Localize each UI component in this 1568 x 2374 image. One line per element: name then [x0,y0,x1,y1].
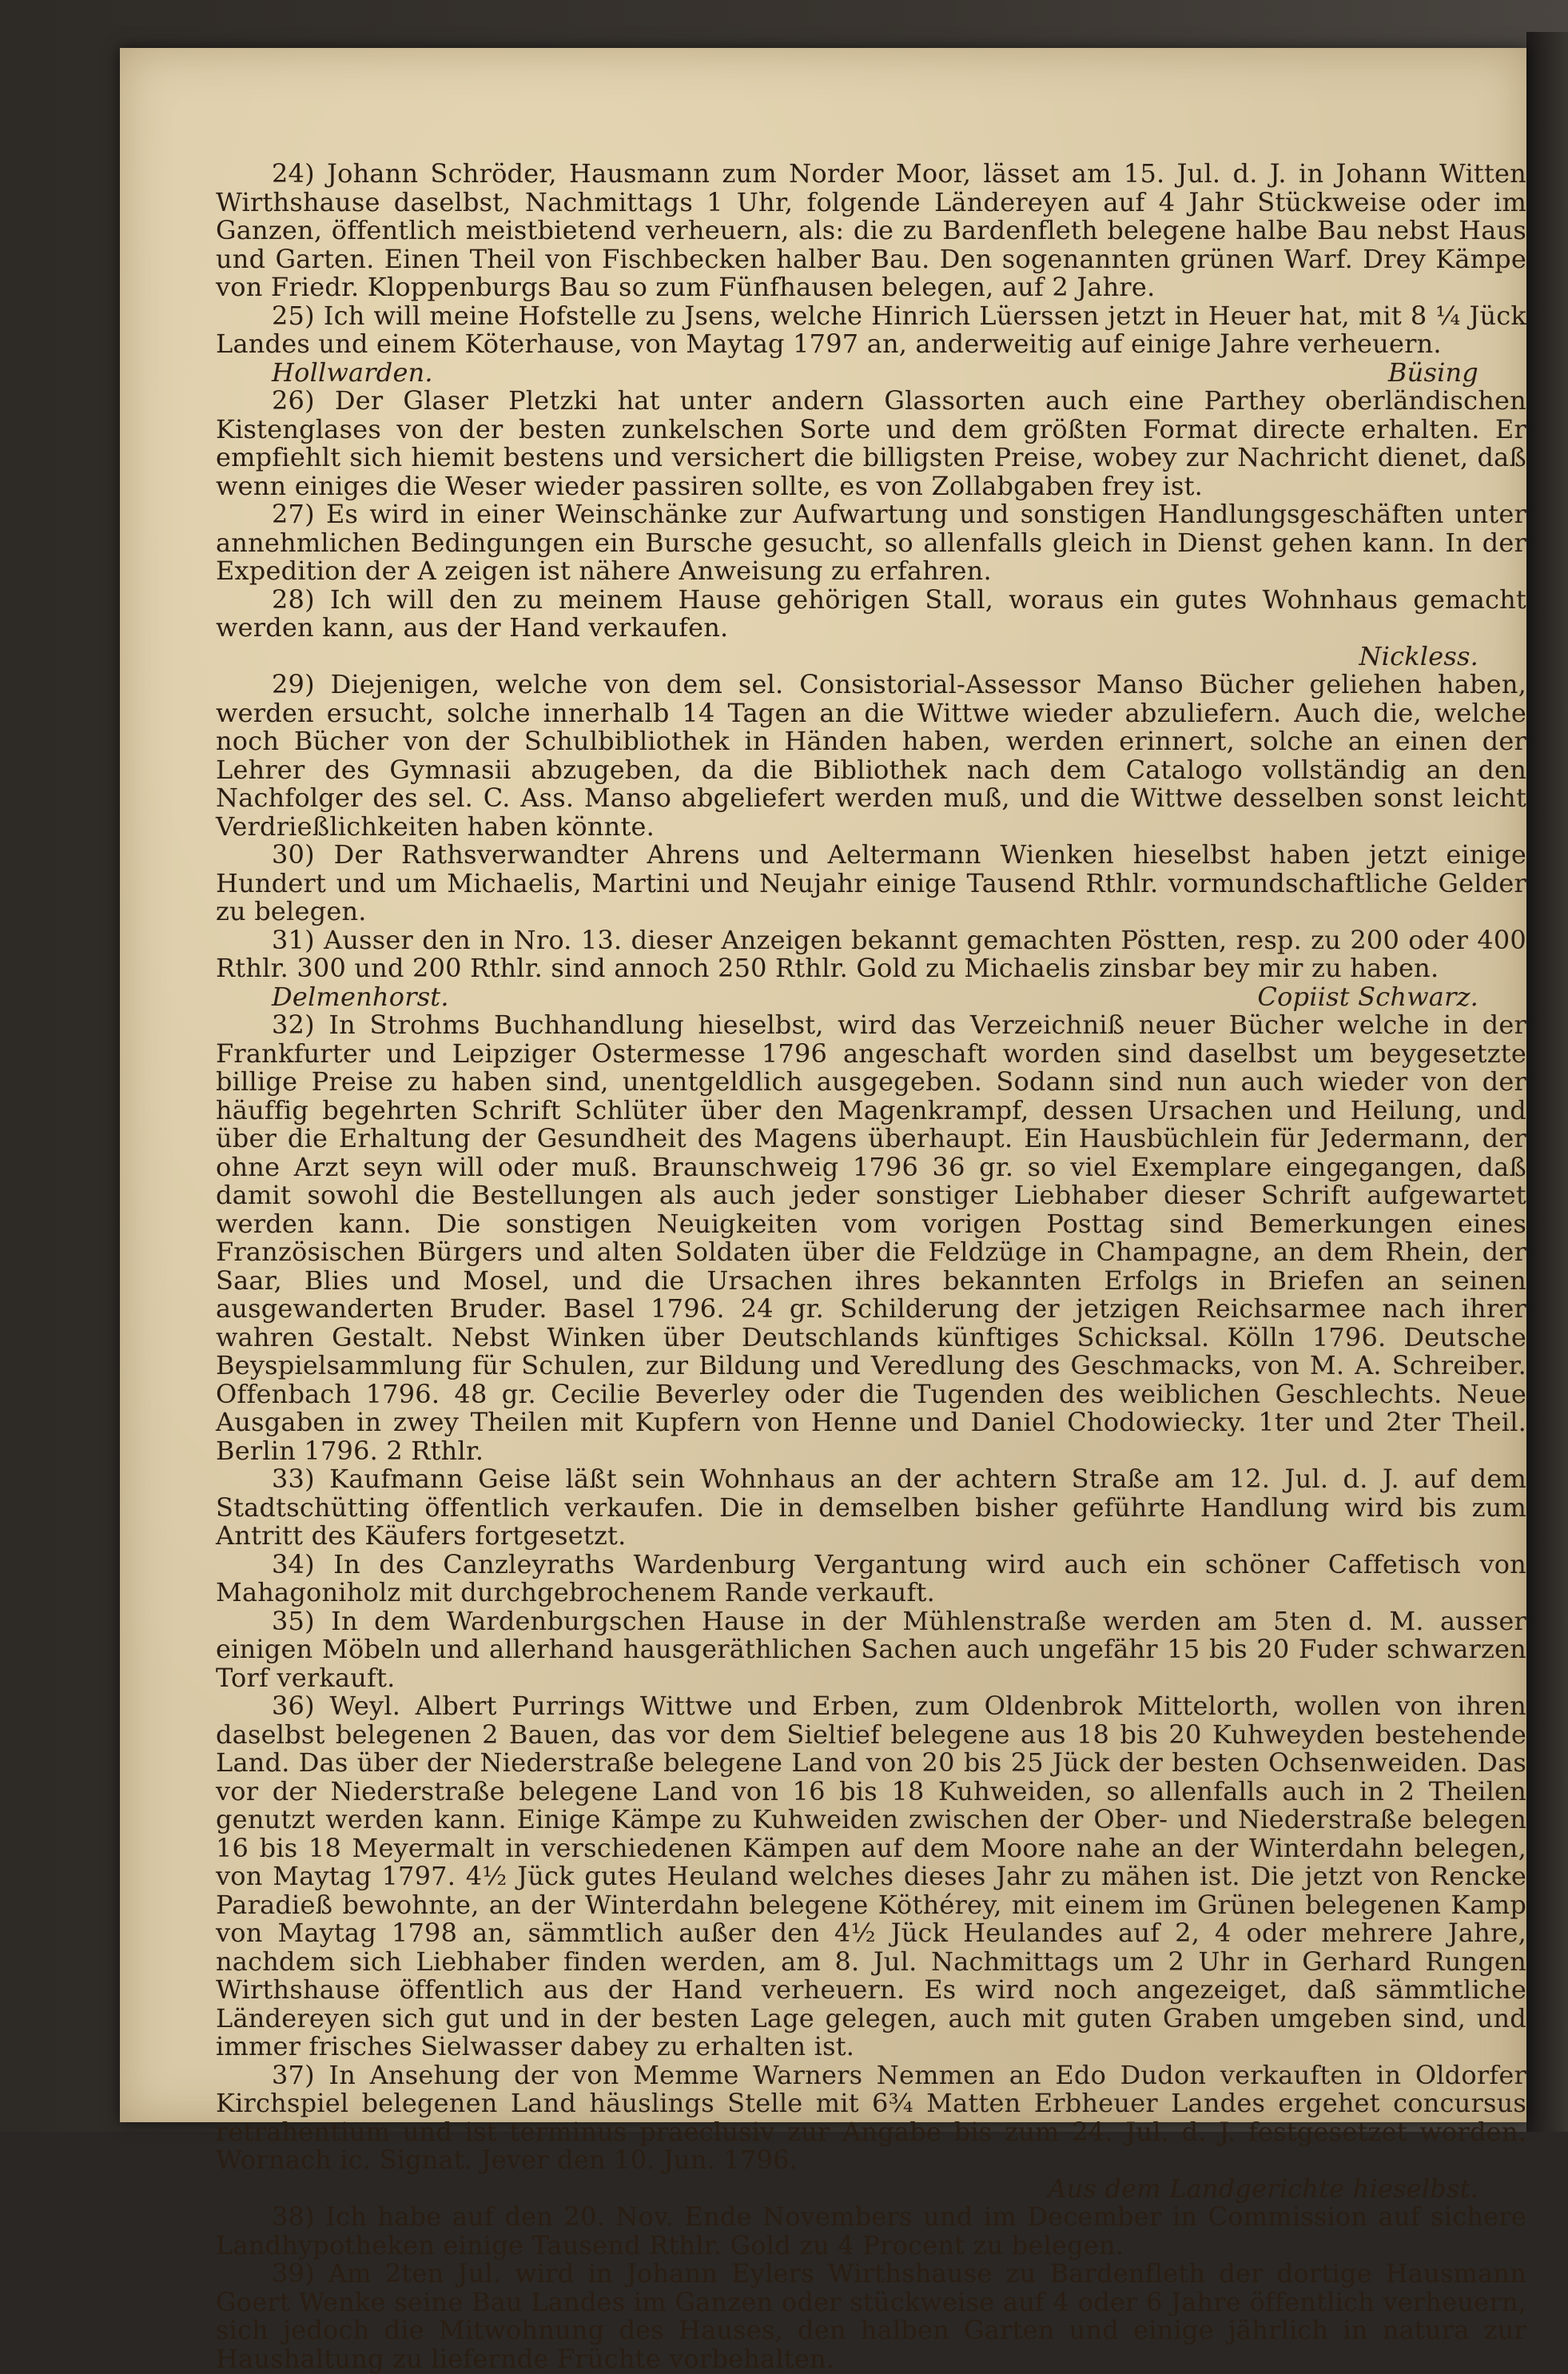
announcement-entry [216,302,1526,359]
entry-number: 25) [272,300,315,331]
entry-number: 35) [272,1605,315,1636]
entry-number: 27) [272,499,315,529]
entry-number: 30) [272,839,315,870]
entry-signature [216,356,1526,388]
signature-name: Nickless. [1359,640,1478,671]
entry-number: 31) [272,924,315,955]
entry-text: Der Rathsverwandter Ahrens und Aeltermann Wienken hieselbst haben jetzt einige Hundert und um Michaelis, Martini und Neujahr einige Tausend Rthlr. vormundschaftliche Gelder zu belegen. [216,839,1526,926]
entry-number: 24) [272,158,315,189]
entry-number: 37) [272,2059,315,2090]
announcement-entry [216,926,1526,983]
entry-text: Kaufmann Geise läßt sein Wohnhaus an der achtern Straße am 12. Jul. d. J. auf dem Stadtschütting öffentlich verkaufen. Die in demselben bisher geführte Handlung wird bis zum Antritt des Käufers fortgesetzt. [216,1464,1527,1551]
entry-text: Ich habe auf den 20. Nov. Ende Novembers und im December in Commission auf sichere Landhypotheken einige Tausend Rthlr. Gold zu 4 Procent zu belegen. [216,2201,1527,2260]
entry-number: 39) [272,2258,315,2288]
entry-signature [216,2175,1526,2204]
entry-signature [216,983,1526,1012]
entry-number: 28) [272,584,315,615]
entry-text: Am 2ten Jul. wird in Johann Eylers Wirthshause zu Bardenfleth der dortige Hausmann Goert Wenke seine Bau Landes im Ganzen oder stückweise auf 4 oder 6 Jahre öffentlich verheuern, sich jedoch die Mitwohnung des Hauses, den halben Garten und einige jährlich in natura zur Haushaltung zu liefernde Früchte vorbehalten. [216,2258,1526,2374]
entry-text: Johann Schröder, Hausmann zum Norder Moor, lässet am 15. Jul. d. J. in Johann Witten Wirthshause daselbst, Nachmittags 1 Uhr, folgende Ländereyen auf 4 Jahr Stückweise oder im Ganzen, öffentlich meistbietend verheuern, als: die zu Bardenfleth belegene halbe Bau nebst Haus und Garten. Einen Theil von Fischbecken halber Bau. Den sogenannten grünen Warf. Drey Kämpe von Friedr. Kloppenburgs Bau so zum Fünfhausen belegen, auf 2 Jahre. [216,158,1526,302]
signature-place: Hollwarden. [272,356,433,388]
announcement-entry [216,671,1526,841]
signature-place: Delmenhorst. [272,981,449,1012]
text-column [216,158,1527,2374]
announcement-entry [216,1548,1526,1607]
entry-text: Es wird in einer Weinschänke zur Aufwartung und sonstigen Handlungsgeschäften unter annehmlichen Bedingungen ein Bursche gesucht, so allenfalls gleich in Dienst gehen kann. In der Expedition der A zeigen ist nähere Anweisung zu erfahren. [216,499,1526,586]
announcement-entry [216,1011,1526,1465]
announcement-entry [216,586,1526,643]
announcement-entry [216,841,1526,926]
entry-number: 36) [272,1691,315,1721]
entry-text: In Strohms Buchhandlung hieselbst, wird das Verzeichniß neuer Bücher welche in der Frankfurter und Leipziger Ostermesse 1796 angeschaft worden sind daselbst um beygesetzte billige Preise zu haben sind, unentgeldlich ausgegeben. Sodann sind nun auch wieder von der häuffig begehrten Schrift Schlüter über den Magenkrampf, dessen Ursachen und Heilung, und über die Erhaltung der Gesundheit des Magens überhaupt. Ein Hausbüchlein für Jedermann, der ohne Arzt seyn will oder muß. Braunschweig 1796 36 gr. so viel Exemplare eingegangen, daß damit sowohl die Bestellungen als auch jeder sonstiger Liebhaber dieser Schrift aufgewartet werden kann. Die sonstigen Neuigkeiten vom vorigen Posttag sind Bemerkungen eines Französischen Bürgers und alten Soldaten über die Feldzüge in Champagne, an dem Rhein, der Saar, Blies und Mosel, und die Ursachen ihres bekannten Erfolgs in Briefen an seinen ausgewanderten Bruder. Basel 1796. 24 gr. Schilderung der jetzigen Reichsarmee nach ihrer wahren Gestalt. Nebst Winken über Deutschlands künftiges Schicksal. Kölln 1796. Deutsche Beyspielsammlung für Schulen, zur Bildung und Veredlung des Geschmacks, von M. A. Schreiber. Offenbach 1796. 48 gr. Cecilie Beverley oder die Tugenden des weiblichen Geschlechts. Neue Ausgaben in zwey Theilen mit Kupfern von Henne und Daniel Chodowiecky. 1ter und 2ter Theil. Berlin 1796. 2 Rthlr. [216,1010,1527,1466]
announcement-entry [216,2260,1526,2373]
entry-text: Der Glaser Pletzki hat unter andern Glassorten auch eine Parthey oberländischen Kistenglases von der besten zunkelschen Sorte und dem größten Format directe erhalten. Er empfiehlt sich hiemit bestens und versichert die billigsten Preise, wobey zur Nachricht dienet, daß wenn einiges die Weser wieder passiren sollte, es von Zollabgaben frey ist. [216,385,1526,501]
announcement-entry [216,387,1526,500]
announcement-entry [216,2203,1526,2260]
entry-text: Ausser den in Nro. 13. dieser Anzeigen bekannt gemachten Pöstten, resp. zu 200 oder 400 Rthlr. 300 und 200 Rthlr. sind annoch 250 Rthlr. Gold zu Michaelis zinsbar bey mir zu haben. [216,924,1526,983]
announcement-entry [216,1607,1526,1693]
entry-number: 34) [272,1548,315,1579]
entry-text: Ich will den zu meinem Hause gehörigen Stall, woraus ein gutes Wohnhaus gemacht werden kann, aus der Hand verkaufen. [216,584,1526,643]
announcement-entry [216,1692,1526,2061]
announcement-entry [216,500,1526,586]
entry-text: Ich will meine Hofstelle zu Jsens, welche Hinrich Lüerssen jetzt in Heuer hat, mit 8 ¼ Jück Landes und einem Köterhause, von Maytag 1797 an, anderweitig auf einige Jahre verheuern. [216,300,1527,359]
entry-number: 33) [272,1464,315,1494]
entry-number: 26) [272,385,315,416]
entry-number: 32) [272,1010,315,1040]
entry-signature [216,640,1526,671]
entry-text: In Ansehung der von Memme Warners Nemmen an Edo Dudon verkauften in Oldorfer Kirchspiel belegenen Land häuslings Stelle mit 6¾ Matten Erbheuer Landes ergehet concursus retrahentium und ist terminus praeclusiv zur Angabe bis zum 24. Jul. d. J. festgesetzet worden. Wornach ic. Signat. Jever den 10. Jun. 1796. [216,2059,1527,2175]
entry-text: Diejenigen, welche von dem sel. Consistorial-Assessor Manso Bücher geliehen haben, werden ersucht, solche innerhalb 14 Tagen an die Wittwe wieder abzuliefern. Auch die, welche noch Bücher von der Schulbibliothek in Händen haben, werden erinnert, solche an einen der Lehrer des Gymnasii abzugeben, da die Bibliothek nach dem Catalogo vollständig an den Nachfolger des sel. C. Ass. Manso abgeliefert werden muß, und die Wittwe desselben sonst leicht Verdrießlichkeiten haben könnte. [216,669,1526,842]
entry-number: 29) [272,669,315,699]
signature-name: Büsing [1387,356,1478,388]
entry-number: 38) [272,2201,315,2232]
entry-text: In dem Wardenburgschen Hause in der Mühlenstraße werden am 5ten d. M. ausser einigen Möbeln und allerhand hausgeräthlichen Sachen auch ungefähr 15 bis 20 Fuder schwarzen Torf verkauft. [216,1605,1526,1693]
entry-text: Weyl. Albert Purrings Wittwe und Erben, zum Oldenbrok Mittelorth, wollen von ihren daselbst belegenen 2 Bauen, das vor dem Sieltief belegene aus 18 bis 20 Kuhweyden bestehende Land. Das über der Niederstraße belegene Land von 20 bis 25 Jück der besten Ochsenweiden. Das vor der Niederstraße belegene Land von 16 bis 18 Kuhweiden, so allenfalls auch in 2 Theilen genutzt werden kann. Einige Kämpe zu Kuhweiden zwischen der Ober- und Niederstraße belegen 16 bis 18 Meyermalt in verschiedenen Kämpen auf dem Moore nahe an der Winterdahn belegen, von Maytag 1797. 4½ Jück gutes Heuland welches dieses Jahr zu mähen ist. Die jetzt von Rencke Paradieß bewohnte, an der Winterdahn belegene Köthérey, mit einem im Grünen belegenen Kamp von Maytag 1798 an, sämmtlich außer den 4½ Jück Heulandes auf 2, 4 oder mehrere Jahre, nachdem sich Liebhaber finden werden, am 8. Jul. Nachmittags um 2 Uhr in Gerhard Rungen Wirthshause öffentlich aus der Hand verheuern. Es wird noch angezeiget, daß sämmtliche Ländereyen sich gut und in der besten Lage gelegen, auch mit guten Graben umgeben sind, und immer frisches Sielwasser dabey zu erhalten ist. [216,1691,1526,2061]
page-edge-right [1526,32,1568,2132]
announcement-entry [216,1465,1526,1551]
announcement-entry [216,2061,1526,2175]
signature-name: Copiist Schwarz. [1257,981,1478,1012]
signature-name: Aus dem Landgerichte hieselbst. [1048,2173,1478,2204]
announcement-entry [216,160,1526,302]
entry-text: In des Canzleyraths Wardenburg Vergantung wird auch ein schöner Caffetisch von Mahagoniholz mit durchgebrochenem Rande verkauft. [216,1548,1526,1607]
